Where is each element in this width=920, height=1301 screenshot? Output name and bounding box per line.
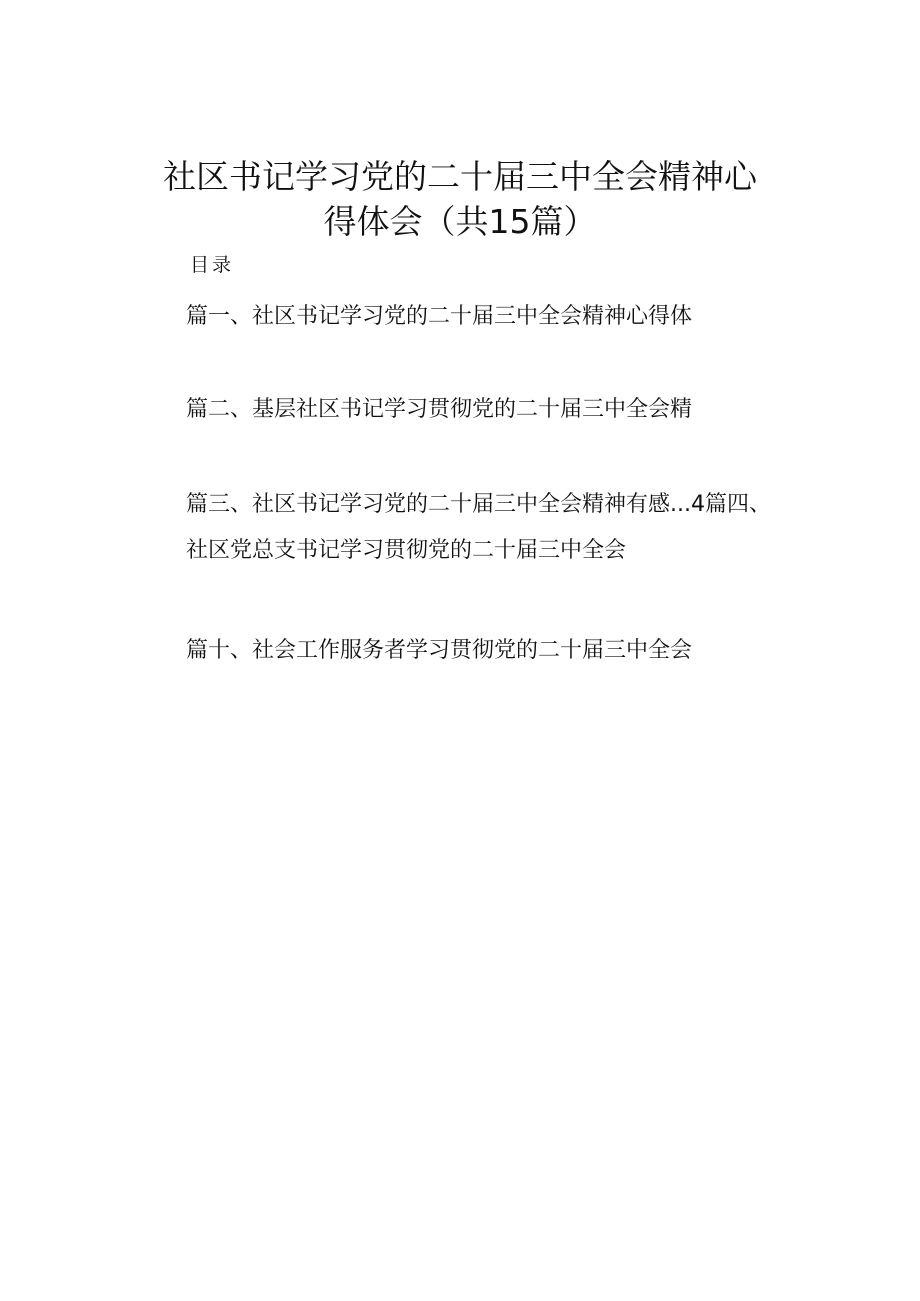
toc-entry-text: 篇二、基层社区书记学习贯彻党的二十届三中全会精 [186, 397, 693, 422]
toc-entry-1[interactable] [186, 294, 692, 340]
toc-entry-2[interactable] [186, 387, 692, 433]
title-line-2: 得体会（共15篇） [323, 202, 597, 242]
document-title [0, 154, 920, 244]
toc-entry-3[interactable] [186, 482, 771, 574]
toc-entry-4[interactable] [186, 628, 692, 674]
toc-entry-text: 篇一、社区书记学习党的二十届三中全会精神心得体 [186, 304, 693, 329]
title-line-1: 社区书记学习党的二十届三中全会精神心 [163, 157, 757, 197]
toc-entry-text: 篇三、社区书记学习党的二十届三中全会精神有感...4篇四、 [186, 492, 771, 517]
toc-entry-text: 篇十、社会工作服务者学习贯彻党的二十届三中全会 [186, 638, 693, 663]
toc-entry-text-continued: 社区党总支书记学习贯彻党的二十届三中全会 [186, 538, 627, 563]
toc-heading: 目录 [190, 254, 235, 276]
